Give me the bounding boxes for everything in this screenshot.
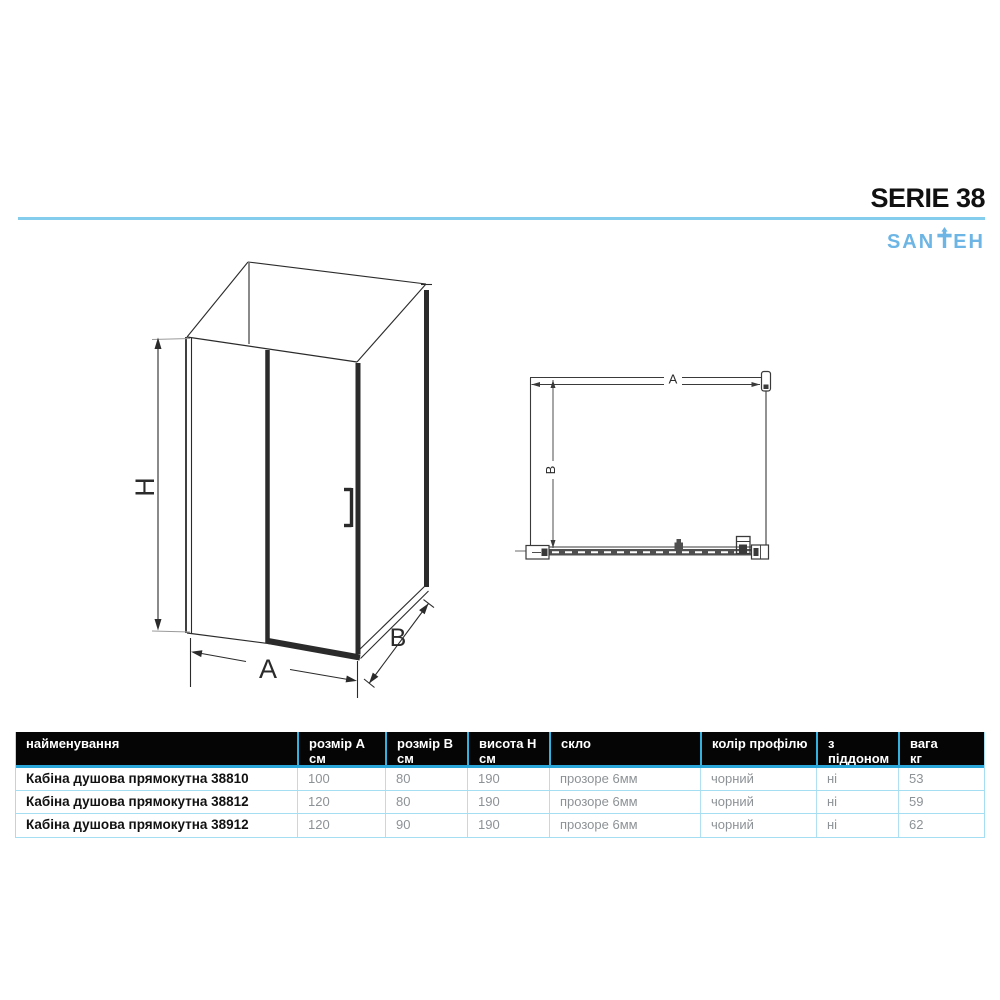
col-header-profile-color: колір профілю bbox=[700, 732, 816, 765]
glass-value: прозоре 6мм bbox=[549, 768, 700, 790]
size-b-value: 80 bbox=[385, 768, 467, 790]
door-roller-left bbox=[675, 539, 684, 549]
weight-value: 53 bbox=[898, 768, 983, 790]
brand-text-right: EH bbox=[953, 231, 985, 253]
corner-piece-right bbox=[752, 545, 769, 559]
table-row bbox=[16, 791, 984, 814]
product-name: Кабіна душова прямокутна 38810 bbox=[26, 771, 249, 786]
glass-value: прозоре 6мм bbox=[549, 814, 700, 837]
size-a-value: 120 bbox=[297, 791, 385, 813]
plan-dim-label-b: B bbox=[542, 465, 558, 475]
header-divider bbox=[18, 217, 985, 220]
wall-profile-fitting bbox=[762, 372, 771, 392]
profile-color-value: чорний bbox=[700, 814, 816, 837]
size-a-value: 120 bbox=[297, 814, 385, 837]
spec-table bbox=[15, 732, 985, 838]
col-header-size-b: розмір B см bbox=[385, 732, 467, 765]
col-header-size-a: розмір A см bbox=[297, 732, 385, 765]
shower-cabin-plan-drawing bbox=[505, 358, 805, 583]
table-row bbox=[16, 768, 984, 791]
dim-label-h: H bbox=[130, 477, 161, 497]
size-b-value: 90 bbox=[385, 814, 467, 837]
size-a-value: 100 bbox=[297, 768, 385, 790]
page-title: SERIE 38 bbox=[870, 183, 985, 213]
height-value: 190 bbox=[467, 768, 549, 790]
product-name: Кабіна душова прямокутна 38912 bbox=[26, 817, 249, 832]
dim-label-b: B bbox=[389, 624, 407, 652]
tray-value: ні bbox=[816, 768, 898, 790]
dim-label-a: A bbox=[258, 654, 278, 684]
tray-value: ні bbox=[816, 814, 898, 837]
col-header-height-h: висота H см bbox=[467, 732, 549, 765]
weight-value: 62 bbox=[898, 814, 983, 837]
col-header-with-tray: з піддоном bbox=[816, 732, 898, 765]
cross-icon bbox=[937, 227, 952, 252]
col-header-glass: скло bbox=[549, 732, 700, 765]
col-header-weight: вага кг bbox=[898, 732, 983, 765]
size-b-value: 80 bbox=[385, 791, 467, 813]
table-row bbox=[16, 814, 984, 837]
shower-cabin-3d-drawing bbox=[130, 250, 470, 700]
profile-color-value: чорний bbox=[700, 768, 816, 790]
corner-piece-left bbox=[515, 546, 549, 560]
glass-value: прозоре 6мм bbox=[549, 791, 700, 813]
col-header-name: найменування bbox=[26, 736, 120, 751]
height-value: 190 bbox=[467, 791, 549, 813]
tray-value: ні bbox=[816, 791, 898, 813]
profile-color-value: чорний bbox=[700, 791, 816, 813]
spec-table-header bbox=[16, 732, 984, 768]
product-name: Кабіна душова прямокутна 38812 bbox=[26, 794, 249, 809]
weight-value: 59 bbox=[898, 791, 983, 813]
santeh-logo bbox=[887, 227, 985, 252]
plan-dim-label-a: A bbox=[668, 371, 678, 387]
door-handle bbox=[344, 488, 352, 527]
height-value: 190 bbox=[467, 814, 549, 837]
brand-text-left: SAN bbox=[886, 231, 936, 253]
